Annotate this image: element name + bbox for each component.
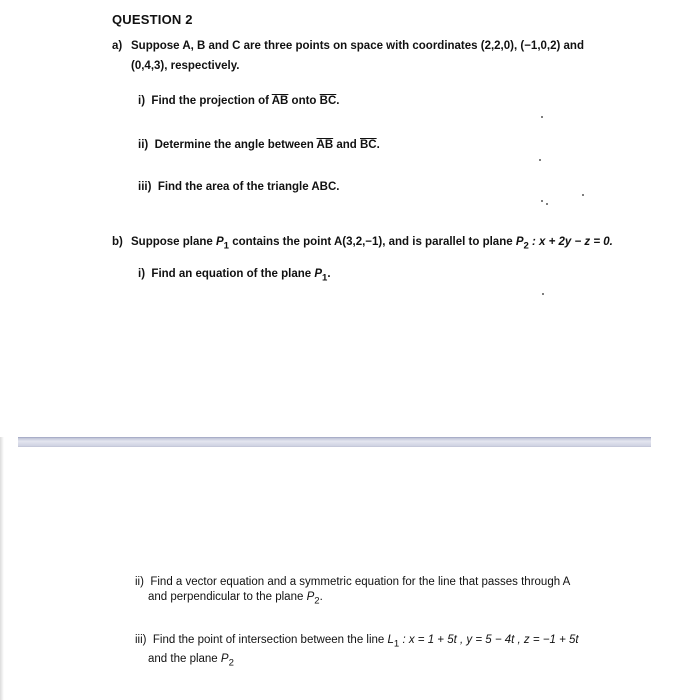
- scan-speck: [546, 203, 548, 205]
- scan-speck: [541, 116, 543, 118]
- part-b-text-pre: Suppose plane: [131, 236, 216, 248]
- lower-item-iii: [135, 634, 579, 649]
- plane-p2: P: [220, 653, 229, 665]
- vector-ab: $\overline{AB}$: [271, 95, 289, 107]
- line-l1-subscript: 1: [393, 638, 400, 650]
- scan-speck: [582, 194, 584, 196]
- lower-item-iii-line2: [148, 653, 234, 668]
- part-a-line1: Suppose A, B and C are three points on space with coordinates (2,2,0), (−1,0,2) and: [131, 40, 584, 52]
- plane-p1: P: [314, 268, 323, 280]
- plane-p2-subscript: 2: [314, 595, 320, 607]
- scan-speck: [541, 200, 543, 202]
- question-heading: QUESTION 2: [112, 12, 193, 27]
- item-text-pre: and the plane: [148, 653, 221, 665]
- scan-speck: [542, 293, 544, 295]
- plane-p1-subscript: 1: [223, 240, 229, 252]
- lower-item-ii-line2: [148, 591, 323, 606]
- part-a-item-ii: [138, 139, 380, 151]
- part-a-item-iii: [138, 181, 340, 193]
- item-number: i): [138, 95, 146, 107]
- item-text-post: .: [376, 139, 380, 151]
- item-text-post: .: [319, 591, 323, 603]
- plane-p2-subscript: 2: [523, 240, 529, 252]
- page-seam: [18, 437, 651, 447]
- scan-speck: [539, 159, 541, 161]
- item-text-line1: Find a vector equation and a symmetric equation for the line that passes through A: [150, 576, 571, 588]
- plane-p1-subscript: 1: [322, 272, 328, 284]
- line-l1-equations: : x = 1 + 5t , y = 5 − 4t , z = −1 + 5t: [399, 634, 579, 646]
- item-text: Find the area of the triangle ABC.: [157, 181, 340, 193]
- part-a-item-i: [138, 95, 339, 107]
- plane-p2-subscript: 2: [228, 657, 234, 669]
- vector-bc: $\overline{BC}$: [360, 139, 377, 151]
- item-text-pre: Find an equation of the plane: [151, 268, 315, 280]
- plane-p2: P: [515, 236, 524, 248]
- vector-bc: $\overline{BC}$: [319, 95, 337, 107]
- item-text-pre: and perpendicular to the plane: [148, 591, 307, 603]
- item-number: ii): [135, 576, 144, 588]
- vector-ab: $\overline{AB}$: [316, 139, 334, 151]
- part-b-line: [131, 236, 613, 251]
- plane-p1: P: [216, 236, 224, 248]
- item-number: i): [138, 268, 146, 280]
- item-text-post: .: [336, 95, 340, 107]
- item-text-pre: Find the point of intersection between the line: [152, 634, 388, 646]
- item-number: iii): [135, 634, 147, 646]
- part-a-line2: (0,4,3), respectively.: [131, 60, 240, 72]
- item-text-pre: Find the projection of: [151, 95, 272, 107]
- lower-item-ii: [135, 576, 570, 588]
- part-b-text-mid: contains the point A(3,2,−1), and is parallel to plane: [229, 236, 516, 248]
- item-text-mid: and: [333, 139, 360, 151]
- part-a-label: a): [112, 40, 123, 52]
- item-number: iii): [138, 181, 152, 193]
- item-text-post: .: [327, 268, 331, 280]
- part-b-item-i: [138, 268, 331, 283]
- item-number: ii): [138, 139, 149, 151]
- item-text-mid: onto: [288, 95, 320, 107]
- item-text-pre: Determine the angle between: [154, 139, 317, 151]
- plane-p2: P: [306, 591, 315, 603]
- part-b-label: b): [112, 236, 123, 248]
- line-l1: L: [387, 634, 394, 646]
- plane-p2-equation: : x + 2y − z = 0.: [528, 236, 613, 248]
